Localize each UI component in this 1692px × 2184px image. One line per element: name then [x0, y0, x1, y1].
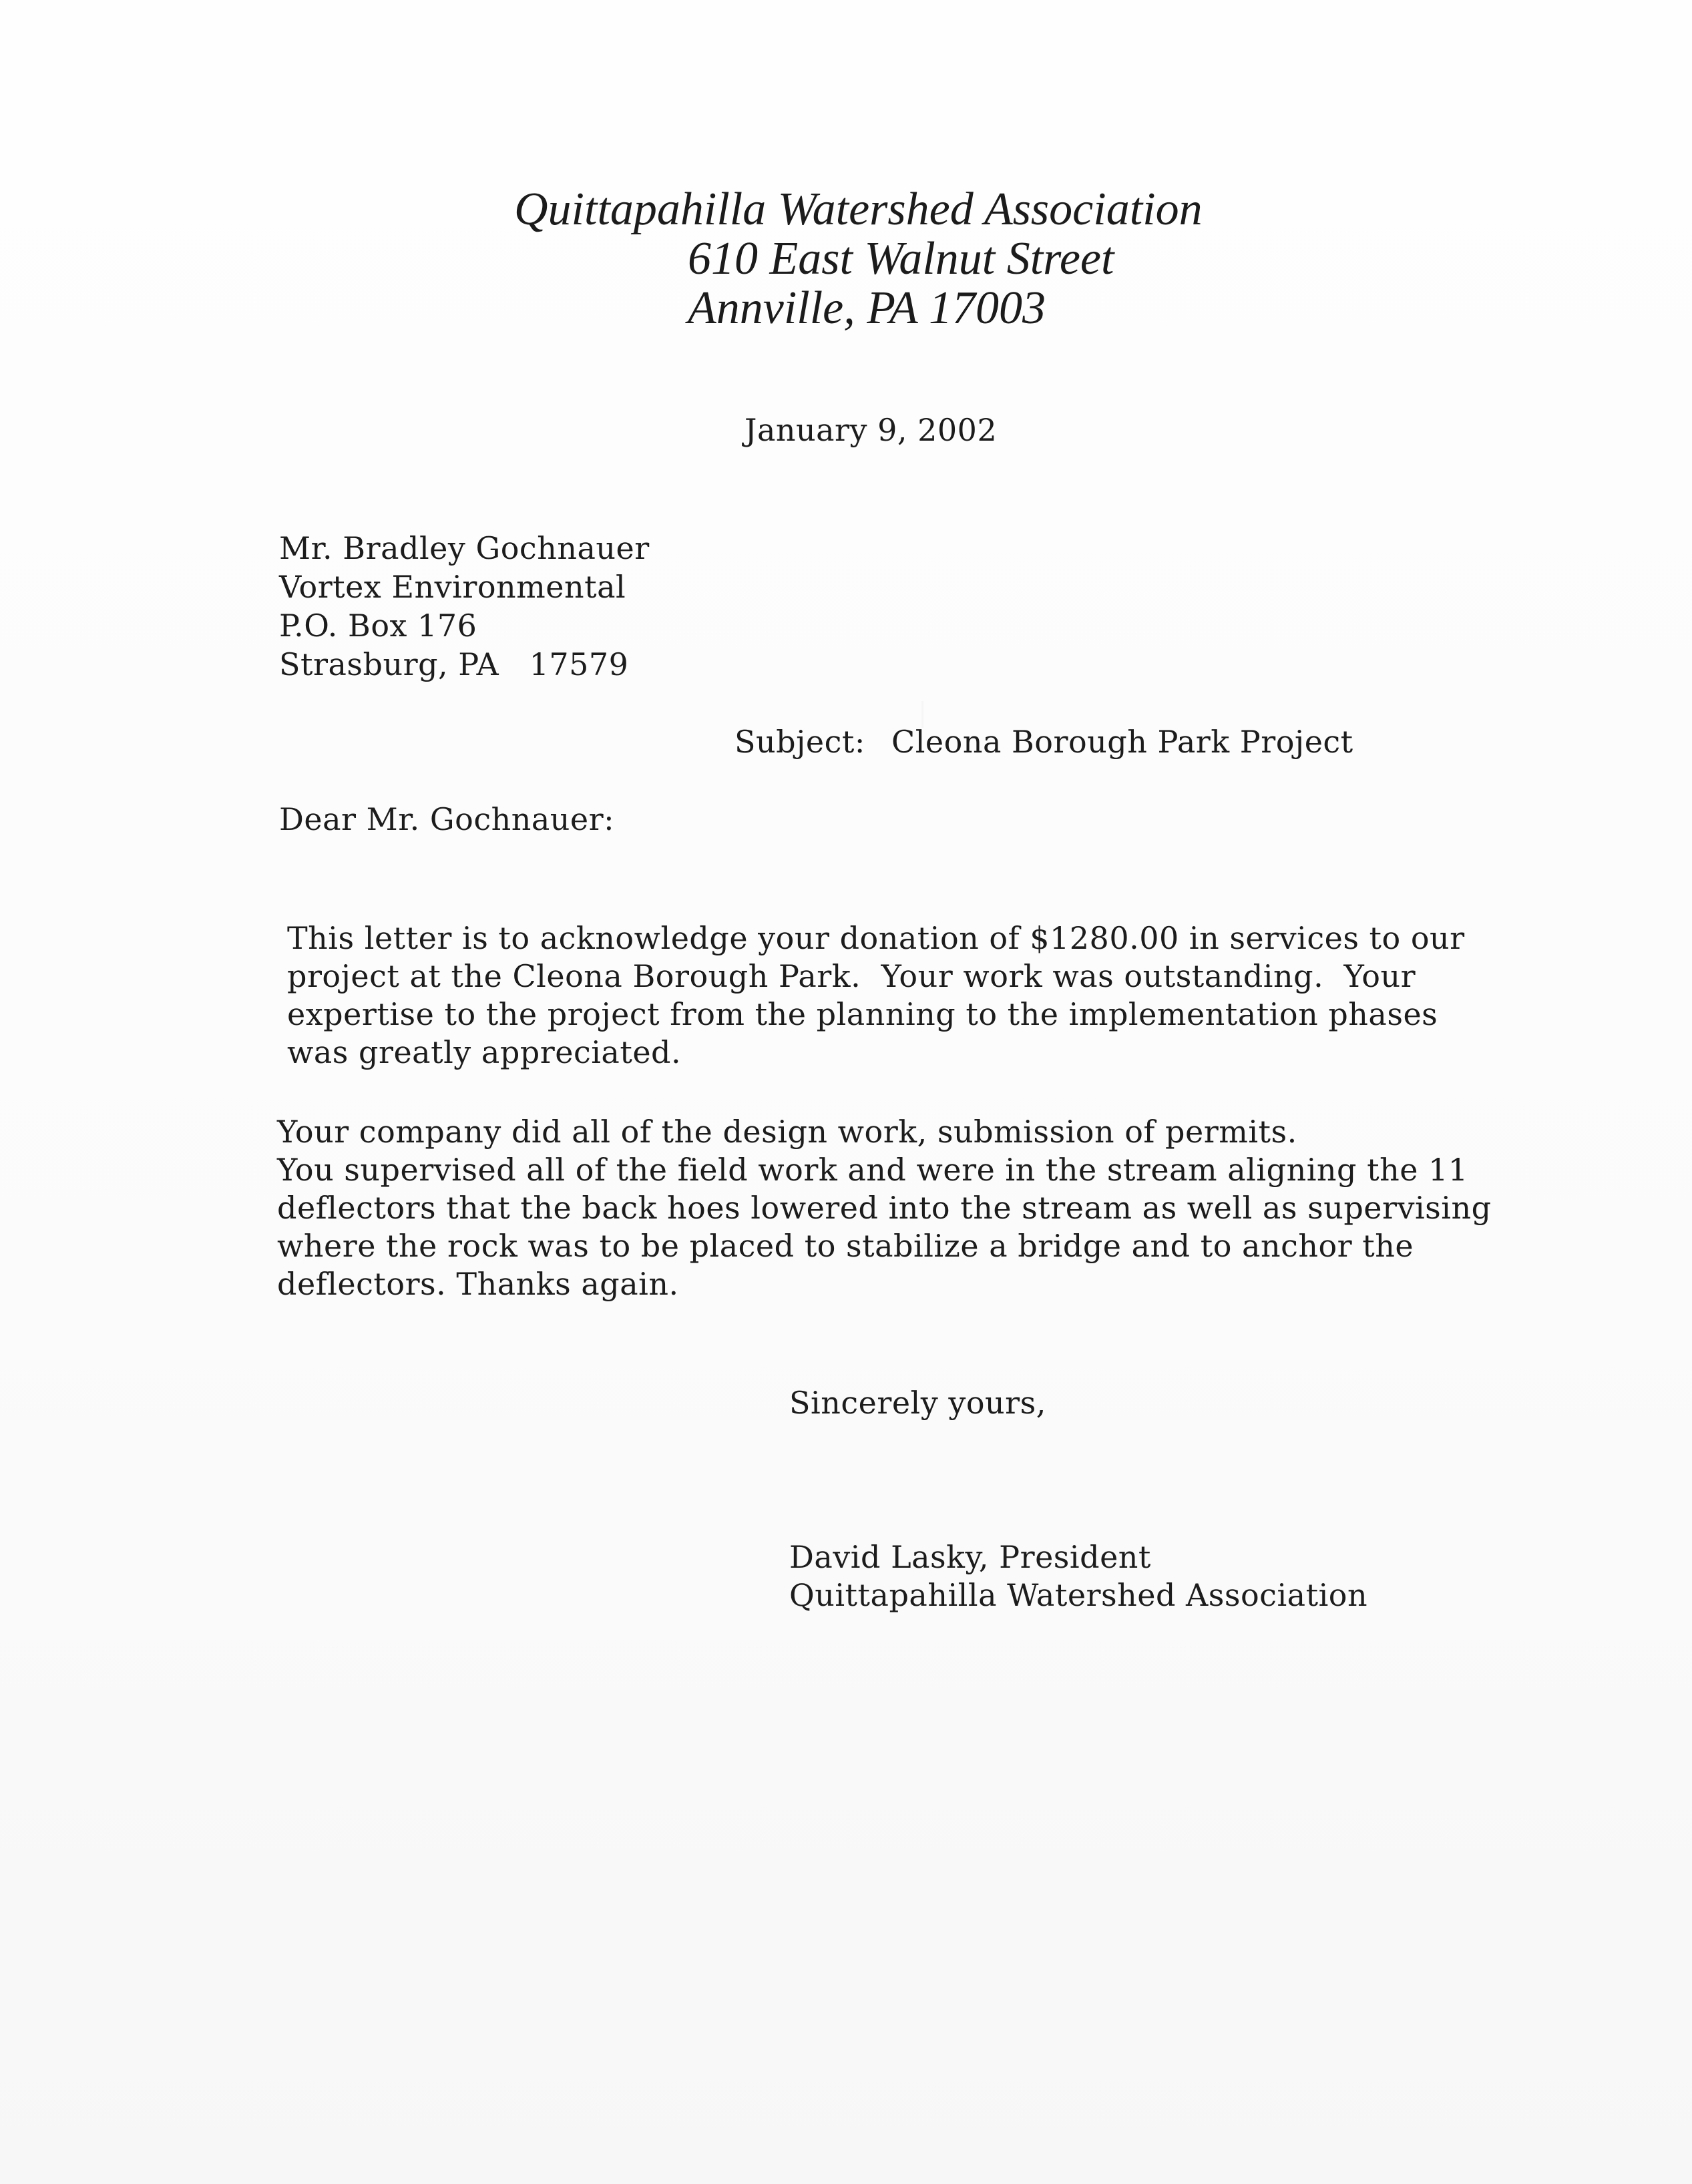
- recipient-po-box: P.O. Box 176: [279, 608, 477, 644]
- letterhead-city: Annville, PA 17003: [688, 282, 1046, 334]
- subject-label: Subject:: [734, 724, 865, 760]
- paragraph-line: deflectors that the back hoes lowered into the stream as well as supervising: [277, 1190, 1492, 1226]
- letterhead-street: 610 East Walnut Street: [688, 233, 1114, 284]
- recipient-company: Vortex Environmental: [279, 569, 626, 605]
- paragraph-line: Your company did all of the design work, submission of permits.: [277, 1114, 1297, 1150]
- body-paragraph-2: [277, 1112, 1492, 1303]
- signer-name-title: David Lasky, President: [789, 1539, 1151, 1575]
- letterhead-organization: Quittapahilla Watershed Association: [514, 184, 1203, 235]
- salutation: Dear Mr. Gochnauer:: [279, 801, 615, 837]
- paragraph-line: You supervised all of the field work and were in the stream aligning the 11: [277, 1152, 1468, 1188]
- signer-organization: Quittapahilla Watershed Association: [789, 1577, 1368, 1613]
- recipient-name: Mr. Bradley Gochnauer: [279, 530, 650, 566]
- subject-text: Cleona Borough Park Project: [891, 724, 1353, 760]
- paragraph-line: expertise to the project from the planning to the implementation phases: [287, 996, 1438, 1032]
- body-paragraph-1: [287, 919, 1465, 1071]
- paragraph-line: deflectors. Thanks again.: [277, 1266, 679, 1302]
- signature-block: [789, 1538, 1367, 1614]
- paragraph-line: was greatly appreciated.: [287, 1034, 682, 1070]
- paragraph-line: This letter is to acknowledge your donation of $1280.00 in services to our: [287, 920, 1465, 956]
- paragraph-line: project at the Cleona Borough Park. Your work was outstanding. Your: [287, 958, 1416, 994]
- subject-line: [734, 722, 1353, 761]
- letter-date: January 9, 2002: [745, 412, 998, 448]
- closing: Sincerely yours,: [789, 1385, 1046, 1421]
- paragraph-line: where the rock was to be placed to stabilize a bridge and to anchor the: [277, 1228, 1414, 1264]
- recipient-city: Strasburg, PA 17579: [279, 646, 629, 682]
- recipient-address: [279, 529, 650, 684]
